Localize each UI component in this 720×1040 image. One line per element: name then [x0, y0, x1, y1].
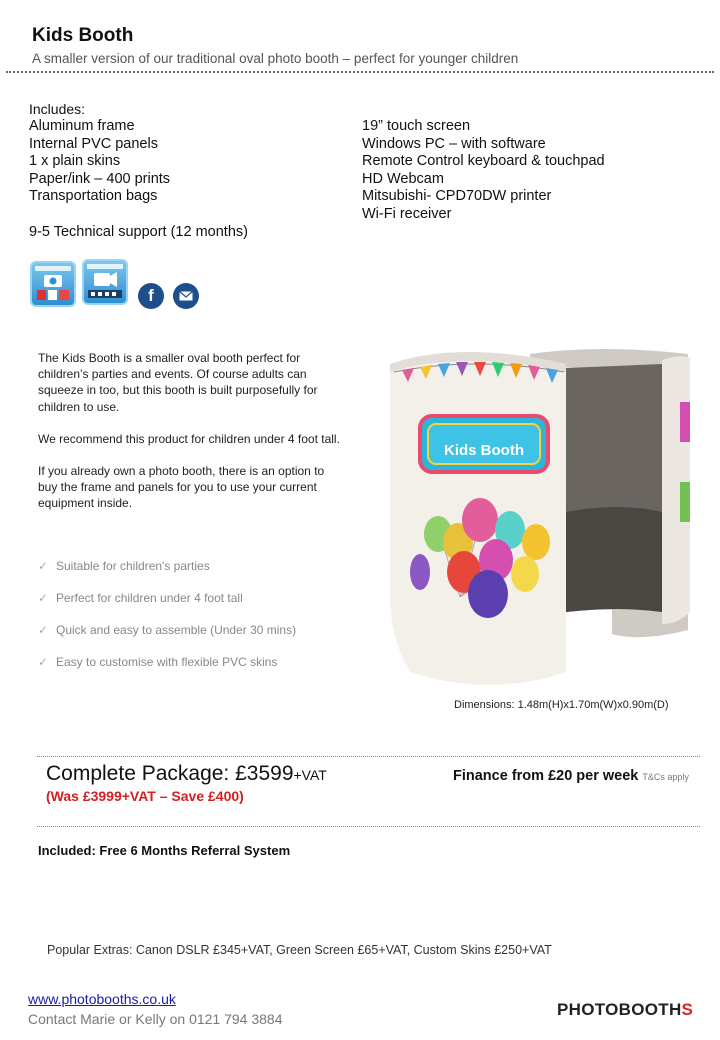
brand-logo: [557, 1000, 693, 1020]
finance-offer: [453, 768, 689, 784]
booth-sign-text: Kids Booth: [444, 442, 524, 459]
was-price: (Was £3999+VAT – Save £400): [46, 788, 244, 804]
includes-list-right: [362, 118, 605, 224]
support-note: 9-5 Technical support (12 months): [29, 224, 248, 240]
list-item: Remote Control keyboard & touchpad: [362, 153, 605, 170]
divider: [6, 71, 714, 73]
page-title: Kids Booth: [32, 25, 134, 46]
feature-item: [38, 559, 210, 573]
check-icon: ✓: [38, 655, 49, 669]
page-subtitle: A smaller version of our traditional oval photo booth – perfect for younger children: [32, 51, 519, 66]
description-paragraph: We recommend this product for children under 4 foot tall.: [38, 431, 340, 446]
take-picture-app-icon: [30, 261, 76, 307]
email-icon[interactable]: [173, 283, 199, 309]
check-icon: ✓: [38, 559, 49, 573]
includes-list-left: [29, 118, 170, 206]
feature-label: Quick and easy to assemble (Under 30 mins): [56, 623, 297, 637]
record-video-app-icon: [82, 259, 128, 305]
brand-logo-s: S: [681, 1000, 694, 1019]
check-icon: ✓: [38, 591, 49, 605]
finance-text: Finance from £20 per week: [453, 768, 639, 784]
brand-logo-text: PHOTOBOOTH: [557, 1000, 682, 1019]
list-item: 19” touch screen: [362, 118, 471, 134]
booth-image: [380, 342, 700, 694]
package-price: [46, 762, 327, 786]
dimensions-caption: Dimensions: 1.48m(H)x1.70m(W)x0.90m(D): [454, 699, 669, 711]
list-item: 1 x plain skins: [29, 153, 121, 170]
list-item: Windows PC – with software: [362, 135, 546, 152]
product-description: [38, 350, 343, 528]
feature-item: [38, 623, 296, 637]
included-note: Included: Free 6 Months Referral System: [38, 843, 291, 858]
list-item: Internal PVC panels: [29, 135, 158, 152]
package-price-amount: Complete Package: £3599: [46, 762, 294, 785]
list-item: Transportation bags: [29, 188, 158, 205]
divider: [37, 756, 700, 757]
list-item: HD Webcam: [362, 170, 444, 187]
divider: [37, 826, 700, 827]
check-icon: ✓: [38, 623, 49, 637]
feature-label: Suitable for children's parties: [56, 559, 210, 573]
package-price-vat: +VAT: [293, 767, 327, 783]
tcs-note: T&Cs apply: [642, 772, 689, 782]
list-item: Paper/ink – 400 prints: [29, 170, 171, 187]
contact-info: Contact Marie or Kelly on 0121 794 3884: [28, 1011, 283, 1027]
feature-label: Perfect for children under 4 foot tall: [56, 591, 243, 605]
list-item: Aluminum frame: [29, 118, 135, 134]
feature-item: [38, 591, 243, 605]
includes-heading: Includes:: [29, 101, 86, 117]
feature-label: Easy to customise with flexible PVC skins: [56, 655, 278, 669]
list-item: Wi-Fi receiver: [362, 205, 452, 222]
list-item: Mitsubishi- CPD70DW printer: [362, 188, 552, 205]
popular-extras: Popular Extras: Canon DSLR £345+VAT, Green Screen £65+VAT, Custom Skins £250+VAT: [47, 943, 552, 957]
website-link[interactable]: www.photobooths.co.uk: [28, 991, 176, 1007]
facebook-icon[interactable]: f: [138, 283, 164, 309]
description-paragraph: The Kids Booth is a smaller oval booth perfect for children’s parties and events. Of course adults can squeeze in too, but this booth is built purposefully for children to use.: [38, 351, 318, 414]
description-paragraph: If you already own a photo booth, there is an option to buy the frame and panels for you to use your current equipment inside.: [38, 464, 325, 511]
feature-item: [38, 655, 277, 669]
